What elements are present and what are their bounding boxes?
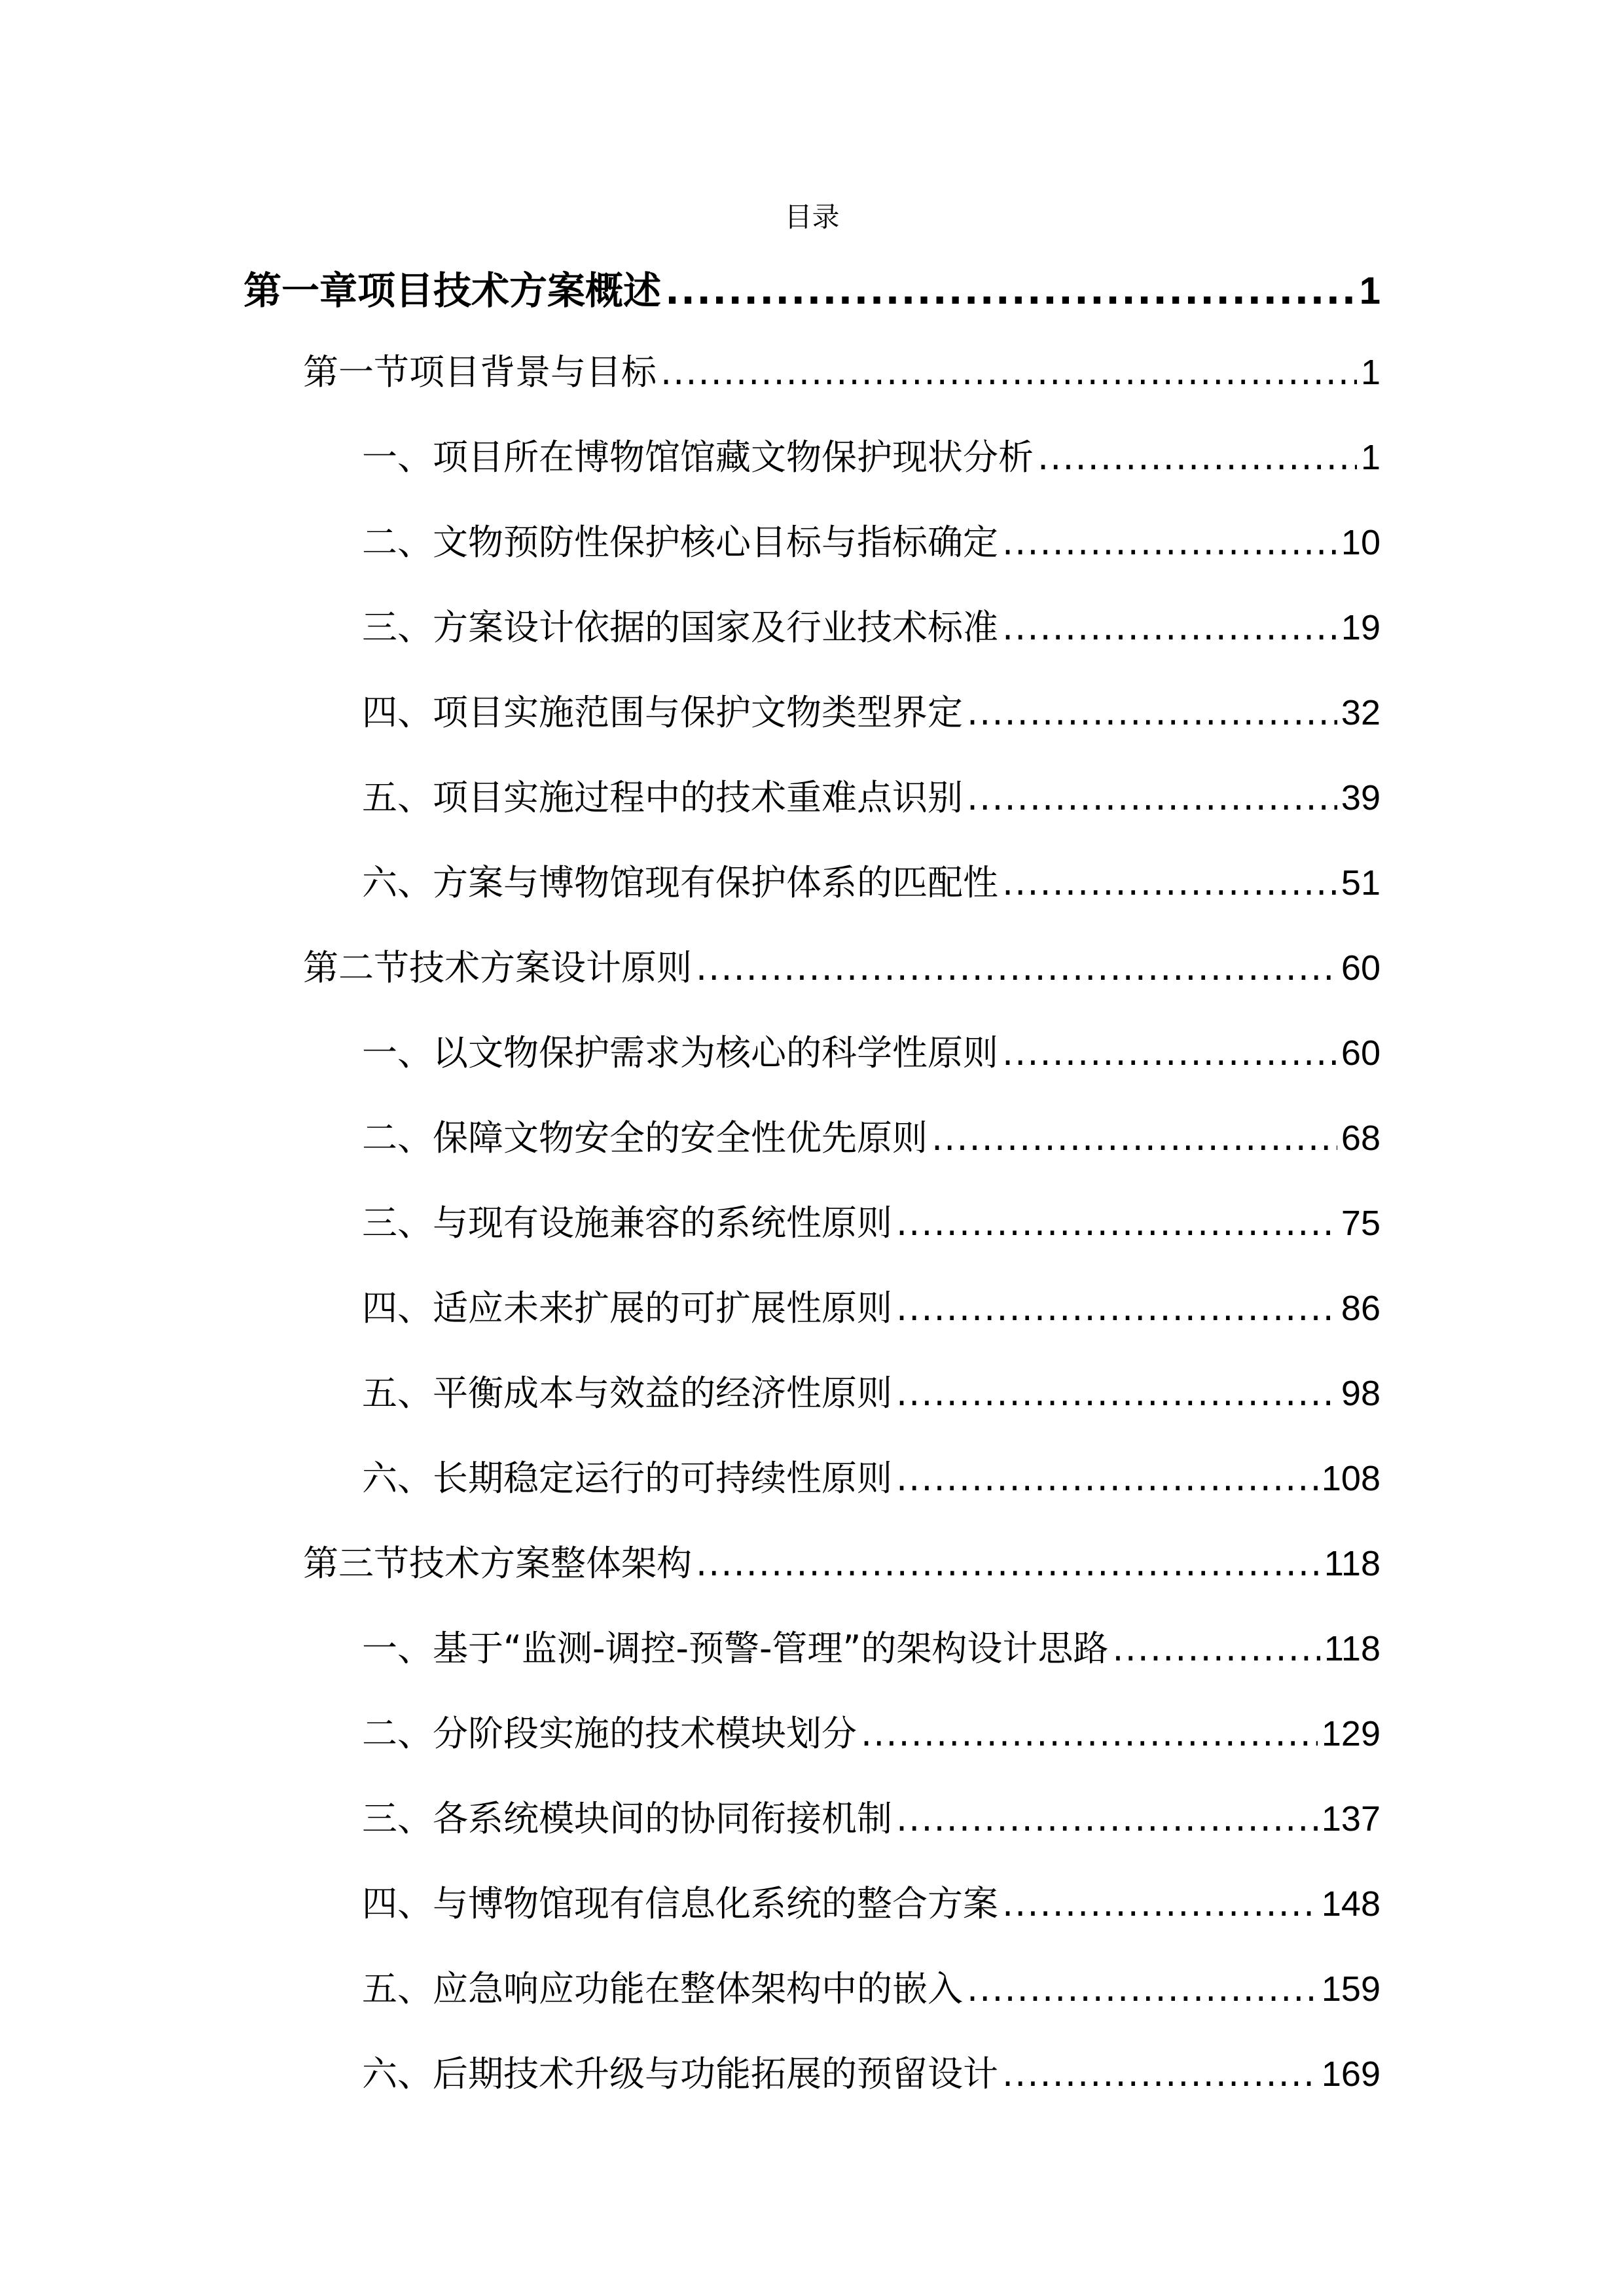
toc-entry-text: 二、文物预防性保护核心目标与指标确定: [362, 522, 998, 563]
toc-leader-dots: [896, 1202, 1337, 1244]
toc-entry-text: 一、项目所在博物馆馆藏文物保护现状分析: [362, 437, 1034, 478]
toc-item[interactable]: [362, 1195, 1380, 1242]
toc-leader-dots: [660, 351, 1357, 393]
toc-item[interactable]: [362, 1365, 1380, 1412]
toc-page-number: 137: [1321, 1799, 1380, 1839]
toc-leader-dots: [696, 1543, 1320, 1584]
toc-leader-dots: [1002, 607, 1337, 648]
toc-item[interactable]: [362, 1110, 1380, 1157]
toc-entry-text: 四、适应未来扩展的可扩展性原则: [362, 1287, 892, 1329]
toc-entry-text: 五、应急响应功能在整体架构中的嵌入: [362, 1968, 963, 2009]
toc-leader-dots: [696, 947, 1337, 988]
toc-item[interactable]: [362, 2046, 1380, 2093]
toc-page-number: 129: [1321, 1714, 1380, 1753]
toc-item[interactable]: [362, 1280, 1380, 1327]
toc-leader-dots: [967, 1968, 1318, 2009]
toc-page-number: 60: [1341, 1033, 1380, 1073]
toc-leader-dots: [1038, 437, 1357, 478]
toc-entry-text: 二、保障文物安全的安全性优先原则: [362, 1117, 928, 1158]
toc-entry-text: 第二节技术方案设计原则: [303, 947, 692, 988]
toc-page-number: 75: [1341, 1204, 1380, 1243]
toc-item[interactable]: [362, 514, 1380, 562]
toc-page-number: 86: [1341, 1289, 1380, 1328]
toc-entry-text: 三、各系统模块间的协同衔接机制: [362, 1798, 892, 1839]
toc-entry-text: 四、项目实施范围与保护文物类型界定: [362, 692, 963, 733]
toc-item[interactable]: [362, 685, 1380, 732]
toc-entry-text: 一、以文物保护需求为核心的科学性原则: [362, 1032, 998, 1073]
toc-section-1[interactable]: [303, 344, 1380, 391]
toc-leader-dots: [1002, 2053, 1318, 2094]
toc-leader-dots: [861, 1713, 1318, 1754]
toc-entry-text: 二、分阶段实施的技术模块划分: [362, 1713, 857, 1754]
toc-page-number: 108: [1321, 1459, 1380, 1498]
toc-page-number: 118: [1324, 1629, 1380, 1668]
toc-page-number: 10: [1341, 523, 1380, 562]
toc-page-number: 1: [1360, 353, 1380, 392]
toc-item[interactable]: [362, 1706, 1380, 1753]
toc-item[interactable]: [362, 1450, 1380, 1498]
toc-chapter-1[interactable]: [244, 260, 1380, 313]
toc-entry-text: 六、后期技术升级与功能拓展的预留设计: [362, 2053, 998, 2094]
toc-item[interactable]: [362, 1961, 1380, 2008]
toc-entry-text: 一、基于“监测-调控-预警-管理”的架构设计思路: [362, 1628, 1109, 1669]
toc-leader-dots: [896, 1458, 1318, 1499]
toc-leader-dots: [1002, 862, 1337, 903]
toc-page-number: 51: [1341, 863, 1380, 903]
toc-page-number: 1: [1359, 270, 1380, 312]
toc-leader-dots: [967, 692, 1337, 733]
toc-entry-text: 第三节技术方案整体架构: [303, 1543, 692, 1584]
toc-entry-text: 四、与博物馆现有信息化系统的整合方案: [362, 1883, 998, 1924]
toc-item[interactable]: [362, 770, 1380, 817]
toc-page-number: 19: [1341, 608, 1380, 647]
toc-leader-dots: [931, 1117, 1337, 1158]
toc-entry-text: 第一节项目背景与目标: [303, 351, 657, 393]
toc-entry-text: 五、平衡成本与效益的经济性原则: [362, 1372, 892, 1414]
toc-leader-dots: [896, 1287, 1337, 1329]
toc-item[interactable]: [362, 1791, 1380, 1838]
toc-leader-dots: [1002, 1032, 1337, 1073]
toc-page-number: 60: [1341, 948, 1380, 988]
toc-entry-text: 五、项目实施过程中的技术重难点识别: [362, 777, 963, 818]
toc-leader-dots: [967, 777, 1337, 818]
toc-item[interactable]: [362, 1621, 1380, 1668]
toc-entry-text: 三、方案设计依据的国家及行业技术标准: [362, 607, 998, 648]
toc-leader-dots: [896, 1798, 1318, 1839]
toc-leader-dots: [896, 1372, 1337, 1414]
toc-title: 目录: [784, 201, 840, 233]
toc-entry-text: 三、与现有设施兼容的系统性原则: [362, 1202, 892, 1244]
toc-item[interactable]: [362, 1025, 1380, 1072]
toc-page-number: 32: [1341, 693, 1380, 732]
toc-page-number: 39: [1341, 778, 1380, 817]
toc-entry-text: 六、方案与博物馆现有保护体系的匹配性: [362, 862, 998, 903]
toc-entry-text: 第一章项目技术方案概述: [244, 268, 662, 313]
toc-leader-dots: [1112, 1628, 1320, 1669]
toc-item[interactable]: [362, 600, 1380, 647]
toc-page-number: 159: [1321, 1969, 1380, 2009]
toc-page-number: 98: [1341, 1374, 1380, 1413]
toc-leader-dots: [665, 268, 1356, 313]
toc-page-number: 118: [1324, 1544, 1380, 1583]
toc-item[interactable]: [362, 855, 1380, 902]
toc-page-number: 169: [1321, 2054, 1380, 2094]
toc-item[interactable]: [362, 1876, 1380, 1923]
toc-leader-dots: [1002, 522, 1337, 563]
toc-leader-dots: [1002, 1883, 1318, 1924]
toc-section-3[interactable]: [303, 1535, 1380, 1583]
toc-page-number: 148: [1321, 1884, 1380, 1924]
toc-page-number: 68: [1341, 1119, 1380, 1158]
toc-page-number: 1: [1360, 438, 1380, 477]
toc-section-2[interactable]: [303, 940, 1380, 987]
toc-entry-text: 六、长期稳定运行的可持续性原则: [362, 1458, 892, 1499]
toc-item[interactable]: [362, 429, 1380, 476]
